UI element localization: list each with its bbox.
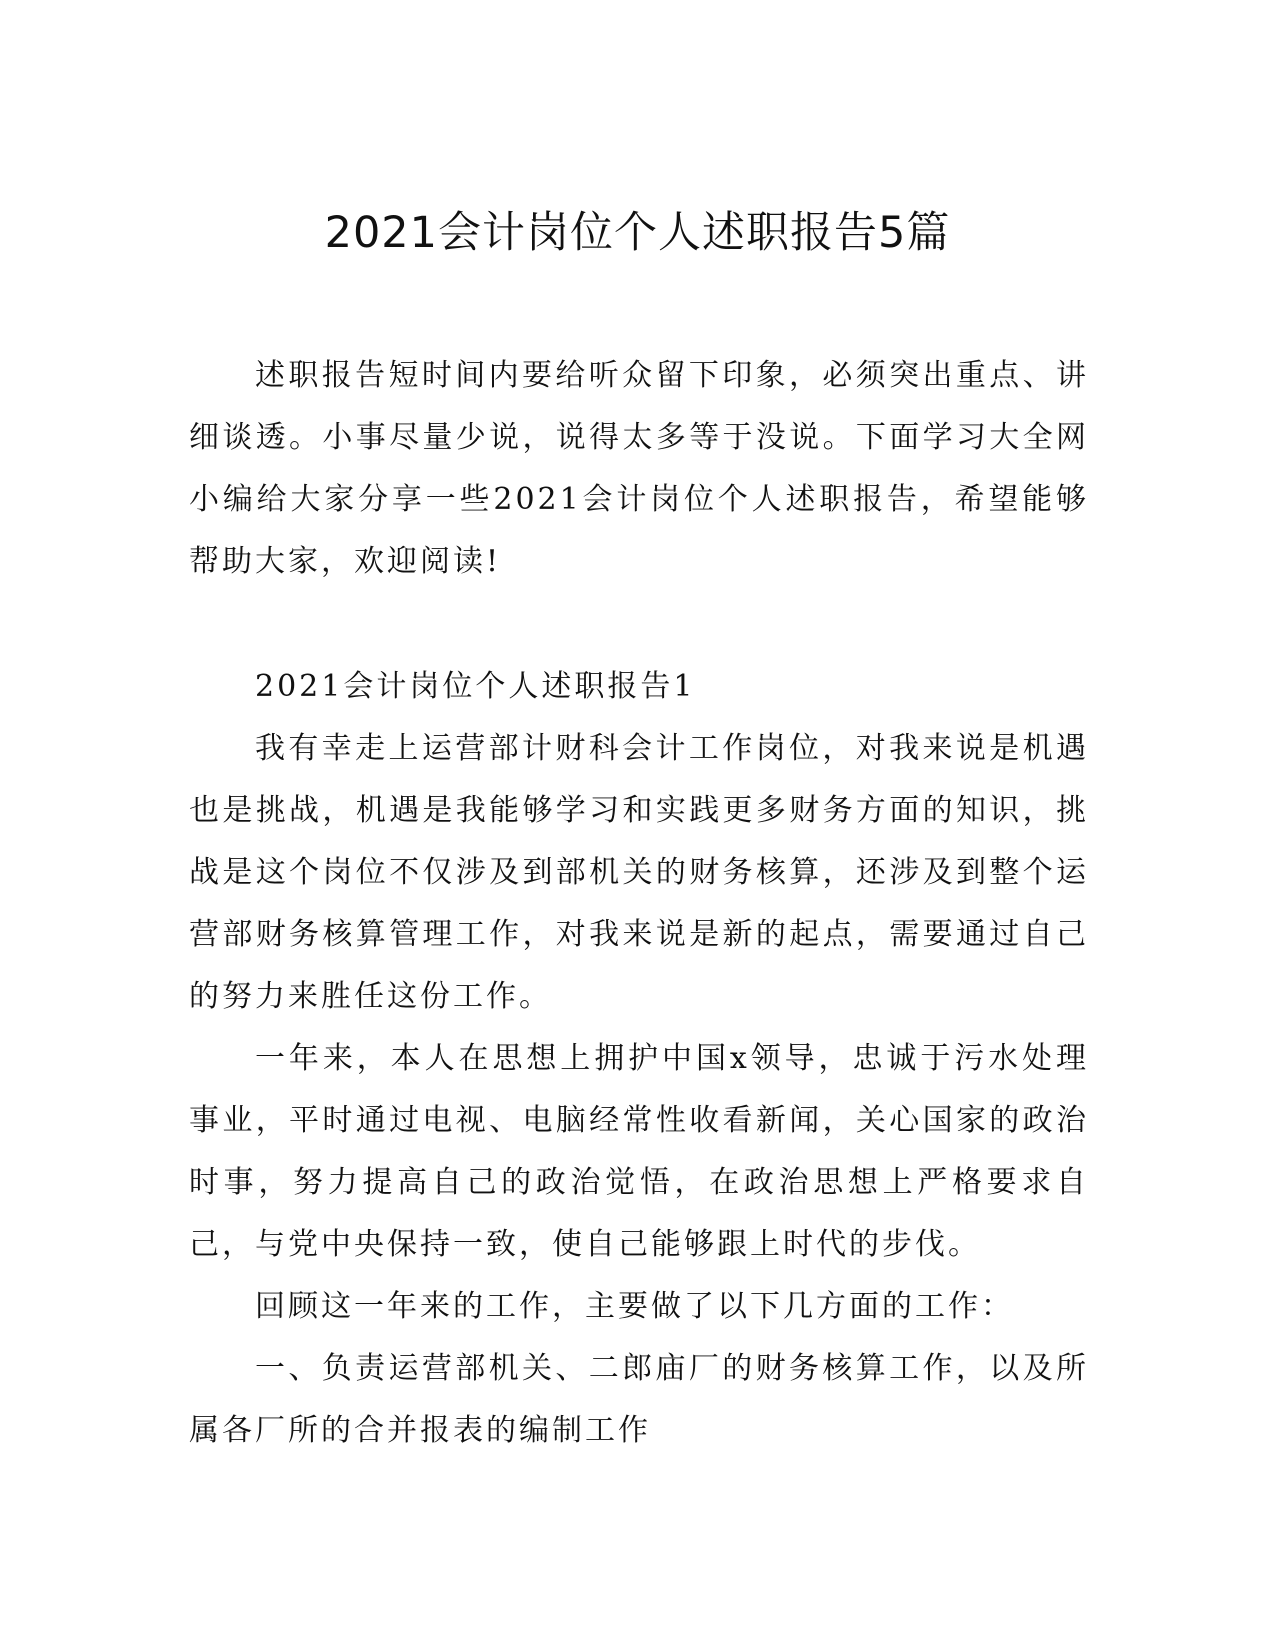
body-paragraph-2: 一年来，本人在思想上拥护中国x领导，忠诚于污水处理事业，平时通过电视、电脑经常性收看新闻，关心国家的政治时事，努力提高自己的政治觉悟，在政治思想上严格要求自己，与党中央保持一致，使自己能够跟上时代的步伐。 [189,1041,1089,1262]
document-title: 2021会计岗位个人述职报告5篇 [324,208,951,258]
section-heading: 2021会计岗位个人述职报告1 [255,669,696,704]
paragraph-gap [189,593,1089,656]
body-paragraph-4: 一、负责运营部机关、二郎庙厂的财务核算工作，以及所属各厂所的合并报表的编制工作 [189,1351,1089,1448]
body-paragraph-1: 我有幸走上运营部计财科会计工作岗位，对我来说是机遇也是挑战，机遇是我能够学习和实践更多财务方面的知识，挑战是这个岗位不仅涉及到部机关的财务核算，还涉及到整个运营部财务核算管理工作，对我来说是新的起点，需要通过自己的努力来胜任这份工作。 [189,731,1089,1014]
document-body [189,345,1089,1462]
body-paragraph-3: 回顾这一年来的工作，主要做了以下几方面的工作： [255,1289,1014,1324]
intro-paragraph: 述职报告短时间内要给听众留下印象，必须突出重点、讲细谈透。小事尽量少说，说得太多等于没说。下面学习大全网小编给大家分享一些2021会计岗位个人述职报告，希望能够帮助大家，欢迎阅读! [189,358,1089,579]
